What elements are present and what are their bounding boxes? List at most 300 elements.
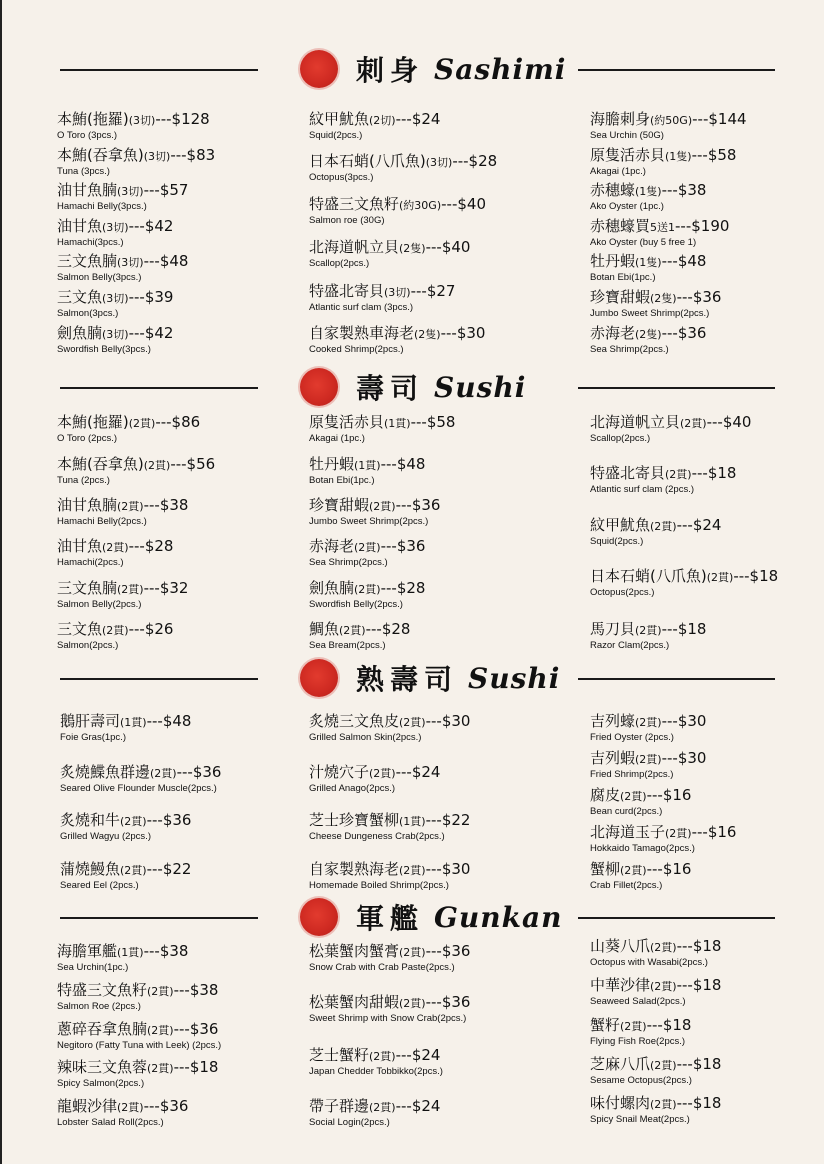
menu-item-name: 山葵八爪 xyxy=(590,937,651,955)
menu-item-english-name: O Toro (2pcs.) xyxy=(57,433,118,444)
menu-item-quantity: (2貫) xyxy=(117,500,144,513)
menu-item-name-row xyxy=(590,464,736,484)
menu-item-english-name: Razor Clam(2pcs.) xyxy=(590,640,670,651)
menu-item-name-row xyxy=(57,252,188,272)
menu-item xyxy=(590,146,736,178)
menu-item-english-name: Seared Eel (2pcs.) xyxy=(60,880,139,891)
menu-item xyxy=(57,181,188,213)
menu-item xyxy=(590,252,706,284)
menu-item-name-row xyxy=(60,860,191,880)
menu-item-price: ---$40 xyxy=(425,238,471,256)
menu-item-quantity: (2貫) xyxy=(650,1059,677,1072)
menu-item-name-row xyxy=(57,537,173,557)
menu-item-english-name: Scallop(2pcs.) xyxy=(309,258,370,269)
menu-item-name: 中華沙律 xyxy=(590,976,651,994)
menu-item-quantity: (2貫) xyxy=(120,815,147,828)
menu-item-price: ---$30 xyxy=(425,860,471,878)
menu-item-quantity: (2貫) xyxy=(680,417,707,430)
menu-item-quantity: (2貫) xyxy=(635,624,662,637)
menu-item xyxy=(57,1020,221,1052)
menu-item-price: ---$86 xyxy=(155,413,201,431)
menu-item-name: 油甘魚腩 xyxy=(57,496,118,514)
menu-item-name-row xyxy=(590,110,747,130)
menu-item-quantity: (2貫) xyxy=(128,417,156,430)
menu-item-name-row xyxy=(590,413,751,433)
menu-item-name-row xyxy=(590,1094,721,1114)
menu-item-name: 帶子群邊 xyxy=(309,1097,370,1115)
gunkan-section-title xyxy=(300,895,563,939)
menu-item-english-name: Tuna (3pcs.) xyxy=(57,166,110,177)
menu-item-price: ---$36 xyxy=(425,993,471,1011)
menu-item-english-name: Swordfish Belly(2pcs.) xyxy=(309,599,403,610)
menu-item-english-name: Atlantic surf clam (3pcs.) xyxy=(309,302,413,313)
menu-item-english-name: Grilled Wagyu (2pcs.) xyxy=(60,831,151,842)
menu-item-name: 紋甲魷魚 xyxy=(309,110,370,128)
menu-item-name-row xyxy=(590,324,706,344)
menu-item-name-row xyxy=(590,217,729,237)
menu-item-name-row xyxy=(309,1097,440,1117)
menu-item xyxy=(590,110,747,142)
menu-item-price: ---$28 xyxy=(365,620,411,638)
menu-item-name-row xyxy=(309,763,440,783)
menu-item-name-row xyxy=(57,324,173,344)
menu-item-quantity: (1貫) xyxy=(120,716,147,729)
menu-item-quantity: (2貫) xyxy=(635,753,662,766)
menu-item xyxy=(590,1094,721,1126)
menu-item-price: ---$18 xyxy=(676,1094,722,1112)
menu-item-name: 本鮪(吞拿魚) xyxy=(57,455,144,473)
menu-item-english-name: O Toro (3pcs.) xyxy=(57,130,118,141)
menu-item-english-name: Fried Oyster (2pcs.) xyxy=(590,732,674,743)
menu-item-name: 原隻活赤貝 xyxy=(590,146,666,164)
menu-item-name: 油甘魚 xyxy=(57,537,103,555)
menu-item-name-row xyxy=(57,1020,221,1040)
menu-item-name: 油甘魚腩 xyxy=(57,181,118,199)
menu-item-name-row xyxy=(309,413,455,433)
gunkan-title-en: Gunkan xyxy=(434,900,563,934)
gunkan-title-zh: 軍艦 xyxy=(356,902,425,935)
menu-item-name: 海膽軍艦 xyxy=(57,942,118,960)
menu-item-name: 赤海老 xyxy=(590,324,636,342)
menu-item-price: ---$28 xyxy=(128,537,174,555)
menu-item-price: ---$57 xyxy=(143,181,189,199)
menu-item-name-row xyxy=(309,860,470,880)
menu-item-quantity: (3切) xyxy=(102,221,129,234)
menu-item-name-row xyxy=(309,1046,443,1066)
menu-item-name-row xyxy=(590,288,721,308)
menu-item xyxy=(57,413,200,445)
menu-item-quantity: (3切) xyxy=(102,328,129,341)
cooked-title-zh: 熟壽司 xyxy=(356,663,459,696)
menu-item xyxy=(309,1097,440,1129)
menu-item-quantity: (2貫) xyxy=(399,864,426,877)
menu-item-price: ---$22 xyxy=(146,860,192,878)
menu-item-english-name: Swordfish Belly(3pcs.) xyxy=(57,344,151,355)
menu-item-english-name: Jumbo Sweet Shrimp(2pcs.) xyxy=(590,308,710,319)
sushi-title-en: Sushi xyxy=(434,370,527,404)
menu-item-name-row xyxy=(590,620,706,640)
menu-item-name: 牡丹蝦 xyxy=(590,252,636,270)
menu-item-quantity: (2貫) xyxy=(399,946,426,959)
menu-item-quantity: (2貫) xyxy=(147,985,174,998)
menu-item xyxy=(590,712,706,744)
menu-item-english-name: Atlantic surf clam (2pcs.) xyxy=(590,484,694,495)
menu-item xyxy=(309,993,470,1025)
menu-item-name: 自家製熟車海老 xyxy=(309,324,415,342)
menu-item-price: ---$18 xyxy=(676,976,722,994)
menu-item-price: ---$40 xyxy=(706,413,752,431)
menu-item-name: 馬刀貝 xyxy=(590,620,636,638)
menu-item-price: ---$30 xyxy=(425,712,471,730)
menu-item-english-name: Octopus(2pcs.) xyxy=(590,587,655,598)
menu-item-quantity: (2貫) xyxy=(150,767,177,780)
menu-item-quantity: (2隻) xyxy=(635,328,662,341)
menu-item-name: 鯛魚 xyxy=(309,620,340,638)
menu-item-quantity: (2貫) xyxy=(620,790,647,803)
menu-item xyxy=(60,763,221,795)
menu-item-name-row xyxy=(309,579,425,599)
menu-item xyxy=(309,455,425,487)
menu-item xyxy=(590,288,721,320)
menu-item-name: 三文魚腩 xyxy=(57,579,118,597)
menu-item-name-row xyxy=(60,811,191,831)
menu-item-english-name: Sea Shrimp(2pcs.) xyxy=(309,557,388,568)
menu-item-english-name: Fried Shrimp(2pcs.) xyxy=(590,769,674,780)
menu-item xyxy=(590,749,706,781)
menu-item-name: 蔥碎吞拿魚腩 xyxy=(57,1020,148,1038)
menu-item-quantity: (2貫) xyxy=(369,767,396,780)
menu-item-name: 三文魚 xyxy=(57,288,103,306)
menu-item-english-name: Sesame Octopus(2pcs.) xyxy=(590,1075,692,1086)
menu-item xyxy=(309,413,455,445)
menu-item-name: 吉列蝦 xyxy=(590,749,636,767)
menu-item-name: 味付螺肉 xyxy=(590,1094,651,1112)
menu-item xyxy=(57,217,173,249)
menu-item-english-name: Spicy Snail Meat(2pcs.) xyxy=(590,1114,690,1125)
menu-item xyxy=(590,217,729,249)
menu-item-price: ---$18 xyxy=(676,937,722,955)
menu-item xyxy=(57,455,215,487)
menu-item-price: ---$40 xyxy=(441,195,486,213)
menu-item-english-name: Botan Ebi(1pc.) xyxy=(590,272,656,283)
menu-item xyxy=(590,1016,691,1048)
menu-item-quantity: (2貫) xyxy=(665,468,692,481)
menu-item-name: 辣味三文魚蓉 xyxy=(57,1058,148,1076)
menu-item-english-name: Crab Fillet(2pcs.) xyxy=(590,880,663,891)
menu-item-name: 蒲燒鰻魚 xyxy=(60,860,121,878)
menu-item-english-name: Hamachi(2pcs.) xyxy=(57,557,124,568)
menu-item-name: 鵝肝壽司 xyxy=(60,712,121,730)
menu-item-price: ---$48 xyxy=(143,252,189,270)
menu-item-quantity: (2貫) xyxy=(143,459,171,472)
sashimi-title-en: Sashimi xyxy=(434,52,567,86)
menu-item xyxy=(57,579,188,611)
menu-item-name: 原隻活赤貝 xyxy=(309,413,385,431)
menu-item xyxy=(590,567,778,599)
menu-item-price: ---$24 xyxy=(395,1097,441,1115)
menu-item-name-row xyxy=(309,455,425,475)
menu-item-name-row xyxy=(309,993,470,1013)
menu-item-name: 芝士蟹籽 xyxy=(309,1046,370,1064)
menu-item xyxy=(57,981,218,1013)
menu-item-quantity: (2貫) xyxy=(665,827,692,840)
menu-item-quantity: (1貫) xyxy=(354,459,381,472)
menu-item-quantity: (2貫) xyxy=(399,997,426,1010)
menu-item-name-row xyxy=(309,238,470,258)
menu-item-price: ---$128 xyxy=(155,110,210,128)
menu-item-english-name: Japan Chedder Tobbikko(2pcs.) xyxy=(309,1066,443,1077)
sushi-divider-right xyxy=(578,387,775,389)
menu-item-name: 松葉蟹肉蟹膏 xyxy=(309,942,400,960)
menu-item-english-name: Botan Ebi(1pc.) xyxy=(309,475,375,486)
menu-item-english-name: Sea Bream(2pcs.) xyxy=(309,640,386,651)
menu-item xyxy=(590,823,736,855)
menu-item-price: ---$18 xyxy=(733,567,779,585)
menu-item-english-name: Ako Oyster (1pc.) xyxy=(590,201,664,212)
sushi-divider-left xyxy=(60,387,258,389)
menu-item xyxy=(309,537,425,569)
menu-item-name: 特盛北寄貝 xyxy=(309,282,385,300)
menu-item-english-name: Hamachi Belly(3pcs.) xyxy=(57,201,147,212)
menu-item-name: 炙燒和牛 xyxy=(60,811,121,829)
menu-item-english-name: Octopus with Wasabi(2pcs.) xyxy=(590,957,708,968)
menu-item-price: ---$42 xyxy=(128,324,174,342)
menu-item-quantity: (約50G) xyxy=(650,114,693,127)
menu-item xyxy=(590,937,721,969)
menu-item-quantity: (3切) xyxy=(425,156,453,169)
menu-item-price: ---$38 xyxy=(143,496,189,514)
menu-item xyxy=(309,152,497,184)
menu-item-english-name: Salmon roe (30G) xyxy=(309,215,385,226)
menu-item-name: 炙燒鰈魚群邊 xyxy=(60,763,151,781)
menu-item-name: 特盛北寄貝 xyxy=(590,464,666,482)
menu-item-quantity: (2貫) xyxy=(369,1101,396,1114)
menu-item xyxy=(309,942,470,974)
menu-item-name: 赤海老 xyxy=(309,537,355,555)
menu-item-quantity: (2貫) xyxy=(650,941,677,954)
menu-item-english-name: Tuna (2pcs.) xyxy=(57,475,110,486)
menu-item-name-row xyxy=(60,712,191,732)
menu-item-quantity: (2貫) xyxy=(635,716,662,729)
menu-item-price: ---$18 xyxy=(646,1016,692,1034)
menu-item-english-name: Squid(2pcs.) xyxy=(590,536,644,547)
menu-item-quantity: (3切) xyxy=(102,292,129,305)
menu-item xyxy=(309,324,485,356)
menu-item-quantity: (2貫) xyxy=(339,624,366,637)
menu-item-price: ---$30 xyxy=(661,712,707,730)
menu-item xyxy=(590,464,736,496)
menu-item-quantity: (2貫) xyxy=(706,571,734,584)
menu-item-name: 芝麻八爪 xyxy=(590,1055,651,1073)
menu-item-price: ---$22 xyxy=(425,811,471,829)
menu-item-price: ---$27 xyxy=(410,282,456,300)
menu-item-price: ---$24 xyxy=(676,516,722,534)
cooked-title-en: Sushi xyxy=(468,661,561,695)
menu-item-name: 松葉蟹肉甜蝦 xyxy=(309,993,400,1011)
sashimi-divider-right xyxy=(578,69,775,71)
menu-item-quantity: (1隻) xyxy=(635,185,662,198)
menu-item xyxy=(590,786,691,818)
menu-item-name-row xyxy=(309,537,425,557)
menu-item xyxy=(60,860,191,892)
menu-item-price: ---$36 xyxy=(425,942,471,960)
menu-item-name: 北海道玉子 xyxy=(590,823,666,841)
menu-item-english-name: Seaweed Salad(2pcs.) xyxy=(590,996,686,1007)
menu-item-name-row xyxy=(590,567,778,587)
menu-item-name: 三文魚腩 xyxy=(57,252,118,270)
menu-item-english-name: Seared Olive Flounder Muscle(2pcs.) xyxy=(60,783,217,794)
menu-item-name-row xyxy=(590,749,706,769)
menu-item-name: 本鮪(吞拿魚) xyxy=(57,146,144,164)
menu-item xyxy=(57,324,173,356)
menu-item-price: ---$83 xyxy=(170,146,216,164)
menu-item-quantity: (2貫) xyxy=(650,1098,677,1111)
menu-item-quantity: (2貫) xyxy=(369,1050,396,1063)
menu-item-english-name: Sea Urchin (50G) xyxy=(590,130,664,141)
menu-item-price: ---$32 xyxy=(143,579,189,597)
menu-item-quantity: (2貫) xyxy=(147,1024,174,1037)
menu-item-name: 北海道帆立貝 xyxy=(309,238,400,256)
menu-item-quantity: (1貫) xyxy=(399,815,426,828)
menu-item-name: 汁燒穴子 xyxy=(309,763,370,781)
menu-item-name: 赤穗蠔買 xyxy=(590,217,651,235)
menu-item-price: ---$38 xyxy=(143,942,189,960)
menu-item xyxy=(57,620,173,652)
menu-item-english-name: Salmon(3pcs.) xyxy=(57,308,119,319)
menu-item xyxy=(590,1055,721,1087)
menu-item-price: ---$28 xyxy=(452,152,498,170)
menu-item-quantity: (1隻) xyxy=(635,256,662,269)
menu-item-price: ---$58 xyxy=(691,146,737,164)
menu-item-name: 日本石蛸(八爪魚) xyxy=(590,567,707,585)
menu-item-name-row xyxy=(590,1055,721,1075)
menu-item-name-row xyxy=(57,942,188,962)
menu-item-english-name: Sweet Shrimp with Snow Crab(2pcs.) xyxy=(309,1013,467,1024)
menu-item-name-row xyxy=(60,763,221,783)
menu-item-english-name: Social Login(2pcs.) xyxy=(309,1117,390,1128)
menu-item-english-name: Homemade Boiled Shrimp(2pcs.) xyxy=(309,880,449,891)
menu-item-name-row xyxy=(57,455,215,475)
menu-item-name-row xyxy=(309,496,440,516)
menu-item-quantity: (3切) xyxy=(128,114,156,127)
menu-item-name-row xyxy=(57,181,188,201)
menu-item-english-name: Hamachi Belly(2pcs.) xyxy=(57,516,147,527)
menu-item-quantity: (1貫) xyxy=(117,946,144,959)
menu-item-name-row xyxy=(57,288,173,308)
menu-item-name: 炙燒三文魚皮 xyxy=(309,712,400,730)
menu-item-english-name: Ako Oyster (buy 5 free 1) xyxy=(590,237,697,248)
menu-item xyxy=(309,1046,443,1078)
menu-item-english-name: Jumbo Sweet Shrimp(2pcs.) xyxy=(309,516,429,527)
menu-item-english-name: Grilled Salmon Skin(2pcs.) xyxy=(309,732,422,743)
menu-item-name: 劍魚腩 xyxy=(309,579,355,597)
menu-item-name-row xyxy=(57,217,173,237)
menu-item-english-name: Cooked Shrimp(2pcs.) xyxy=(309,344,404,355)
menu-item-price: ---$30 xyxy=(440,324,486,342)
menu-item-name-row xyxy=(309,712,470,732)
menu-item-price: ---$42 xyxy=(128,217,174,235)
menu-item-english-name: Lobster Salad Roll(2pcs.) xyxy=(57,1117,164,1128)
menu-item xyxy=(309,712,470,744)
menu-item-name: 紋甲魷魚 xyxy=(590,516,651,534)
menu-item-price: ---$36 xyxy=(661,324,707,342)
menu-item-name-row xyxy=(309,152,497,172)
menu-item-price: ---$56 xyxy=(170,455,216,473)
gunkan-divider-right xyxy=(578,917,775,919)
menu-item xyxy=(590,324,706,356)
sushi-section-title xyxy=(300,365,526,409)
menu-item-price: ---$36 xyxy=(143,1097,189,1115)
menu-item-english-name: Octopus(3pcs.) xyxy=(309,172,374,183)
menu-item-price: ---$48 xyxy=(146,712,192,730)
menu-item-quantity: (2貫) xyxy=(120,864,147,877)
menu-item-name-row xyxy=(57,110,210,130)
menu-item-name-row xyxy=(309,620,410,640)
menu-item-english-name: Salmon Roe (2pcs.) xyxy=(57,1001,141,1012)
sashimi-title-zh: 刺身 xyxy=(356,54,425,87)
menu-item-name: 特盛三文魚籽 xyxy=(309,195,400,213)
menu-item xyxy=(57,1058,218,1090)
menu-item-price: ---$36 xyxy=(676,288,722,306)
menu-item-quantity: (2貫) xyxy=(620,1020,647,1033)
menu-item-price: ---$36 xyxy=(380,537,426,555)
menu-item-price: ---$36 xyxy=(176,763,222,781)
menu-item xyxy=(309,763,440,795)
menu-item-quantity: (2貫) xyxy=(354,541,381,554)
menu-item-name-row xyxy=(590,1016,691,1036)
menu-item-name: 本鮪(拖羅) xyxy=(57,413,129,431)
menu-item-name-row xyxy=(590,181,706,201)
menu-item-english-name: Sea Shrimp(2pcs.) xyxy=(590,344,669,355)
menu-item xyxy=(57,288,173,320)
menu-item-name-row xyxy=(57,496,188,516)
menu-item-quantity: (2切) xyxy=(369,114,396,127)
menu-item-price: ---$24 xyxy=(395,763,441,781)
menu-item-quantity: (2貫) xyxy=(650,980,677,993)
menu-item-name: 油甘魚 xyxy=(57,217,103,235)
menu-item-name: 赤穗蠔 xyxy=(590,181,636,199)
menu-item-quantity: (2貫) xyxy=(620,864,647,877)
menu-item xyxy=(309,579,425,611)
menu-item-quantity: (1貫) xyxy=(384,417,411,430)
menu-item-price: ---$38 xyxy=(661,181,707,199)
menu-item-quantity: (2貫) xyxy=(117,583,144,596)
menu-item-quantity: (3切) xyxy=(143,150,171,163)
menu-item xyxy=(309,282,455,314)
menu-item-quantity: (3切) xyxy=(117,256,144,269)
menu-item-name-row xyxy=(590,516,721,536)
menu-item xyxy=(309,110,440,142)
menu-item xyxy=(57,537,173,569)
menu-item xyxy=(57,942,188,974)
menu-item-name-row xyxy=(309,110,440,130)
menu-item-price: ---$18 xyxy=(676,1055,722,1073)
menu-item-name-row xyxy=(590,712,706,732)
menu-item-quantity: (2貫) xyxy=(102,624,129,637)
menu-item-quantity: (2貫) xyxy=(147,1062,174,1075)
menu-item-english-name: Salmon Belly(2pcs.) xyxy=(57,599,142,610)
menu-item-price: ---$18 xyxy=(691,464,737,482)
menu-item-english-name: Grilled Anago(2pcs.) xyxy=(309,783,396,794)
menu-item-quantity: (2貫) xyxy=(354,583,381,596)
menu-item-price: ---$38 xyxy=(173,981,219,999)
menu-item-english-name: Hamachi(3pcs.) xyxy=(57,237,124,248)
menu-item xyxy=(309,496,440,528)
menu-item-price: ---$24 xyxy=(395,1046,441,1064)
menu-item xyxy=(309,195,486,227)
menu-item-price: ---$48 xyxy=(380,455,426,473)
menu-item-name: 牡丹蝦 xyxy=(309,455,355,473)
